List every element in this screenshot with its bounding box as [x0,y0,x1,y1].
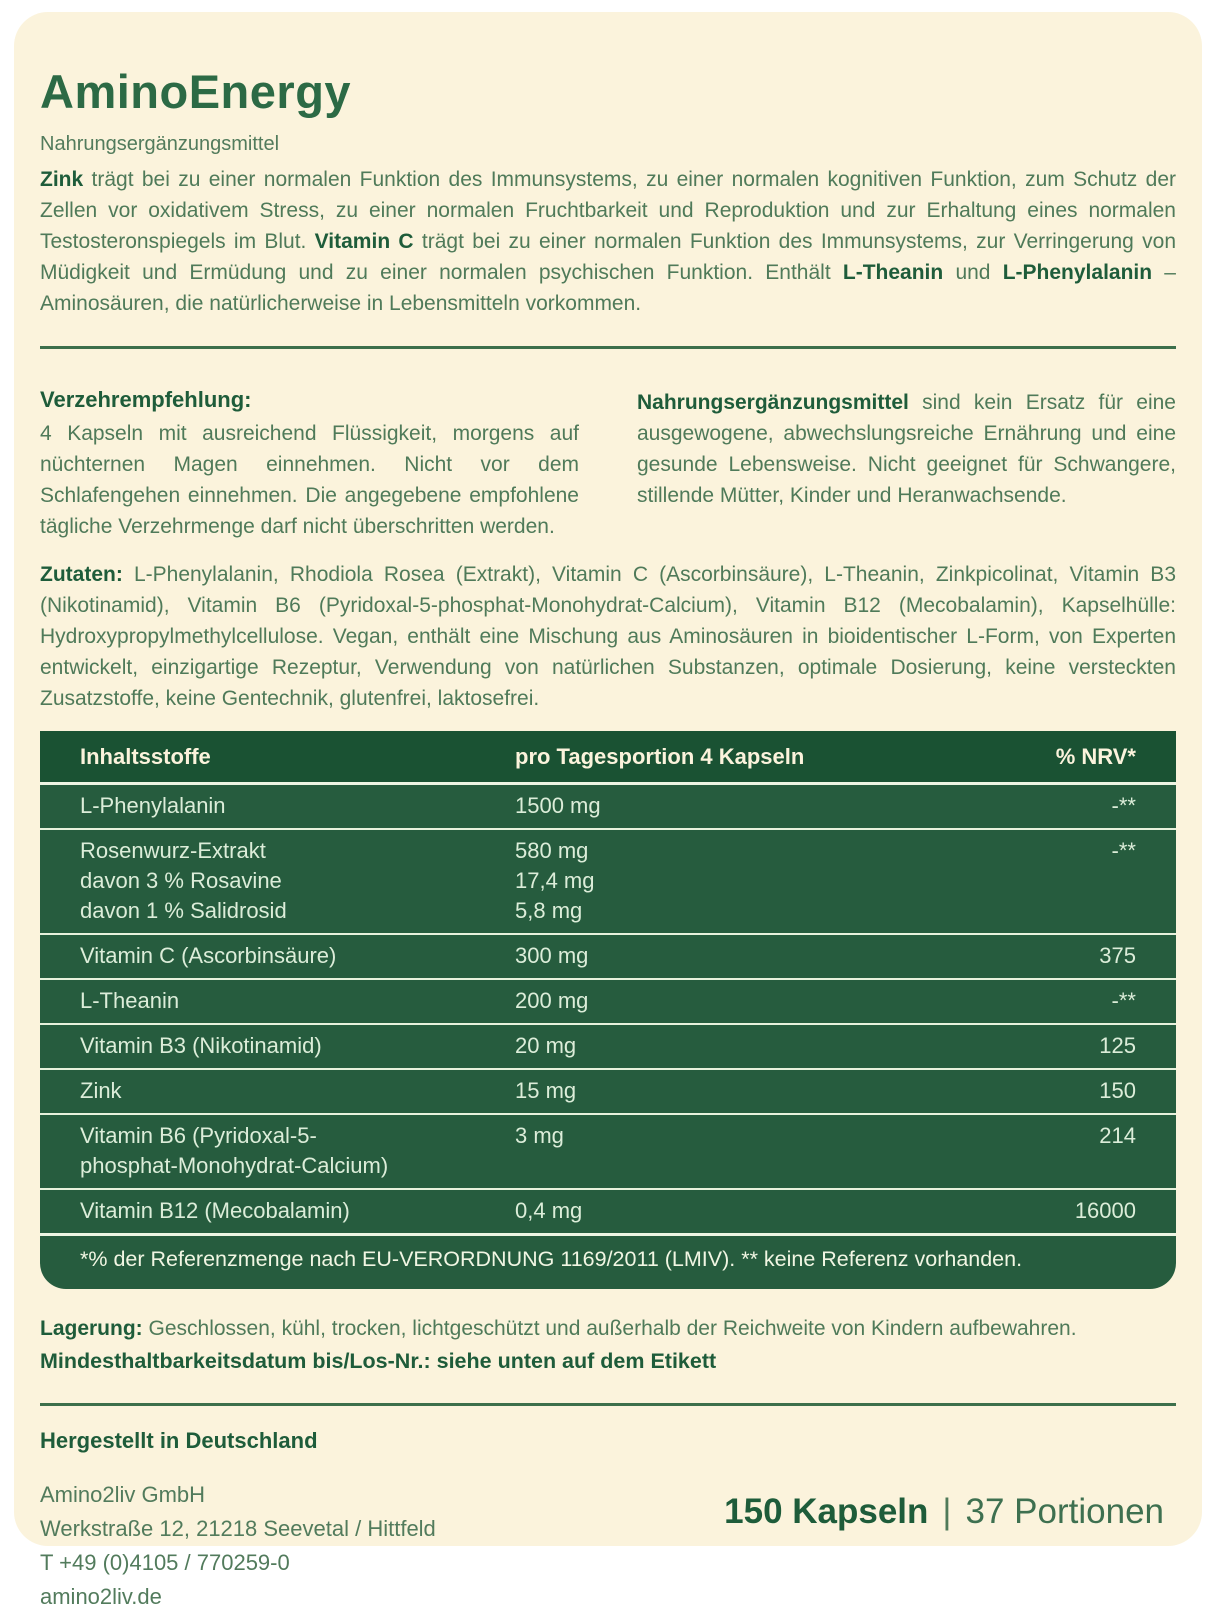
label-card [14,12,1202,1609]
dosage-column [40,387,579,542]
manufacturer-company: Amino2liv GmbH [40,1482,206,1507]
cell-nrv: 16000 [1074,1198,1136,1223]
ingredients-paragraph: Zutaten: L-Phenylalanin, Rhodiola Rosea (Extrakt), Vitamin C (Ascorbinsäure), L-Theanin, Zinkpicolinat, Vitamin B3 (Nikotinamid), Vitamin B6 (Pyridoxal-5-phosphat-Monohydrat-Calcium), Vitamin B12 (Mecobalamin), Kapselhülle: Hydroxypropylmethylcellulose. Vegan, enthält eine Mischung aus Aminosäuren in bioidentischer L-Form, von Experten entwickelt, einzigartige Rezeptur, Verwendung von natürlichen Substanzen, optimale Dosierung, keine versteckten Zusatzstoffe, keine Gentechnik, glutenfrei, laktosefrei. [40,563,1176,710]
cell-amount: 20 mg [515,1033,577,1058]
nutrition-table [40,731,1176,1289]
dosage-text: 4 Kapseln mit ausreichend Flüssigkeit, morgens auf nüchternen Magen einnehmen. Nicht vor dem Schlafengehen einnehmen. Die angegebene empfohlene tägliche Verzehrmenge darf nicht überschritten werden. [40,422,579,538]
pack-separator: | [942,1492,952,1531]
made-in-heading: Hergestellt in Deutschland [40,1428,318,1453]
cell-substance: Vitamin B3 (Nikotinamid) [80,1033,322,1058]
nutrition-table-footnote: *% der Referenzmenge nach EU-VERORDNUNG 1169/2011 (LMIV). ** keine Referenz vorhanden. [80,1247,1023,1271]
product-subtitle: Nahrungsergänzungsmittel [40,133,280,155]
cell-substance: Zink [80,1078,122,1103]
table-row [40,830,1176,935]
cell-amount: 3 mg [515,1123,564,1148]
cell-nrv: -** [1111,793,1136,818]
header-nrv: % NRV* [1055,744,1136,769]
table-row [40,785,1176,830]
cell-substance: L-Phenylalanin [80,793,226,818]
divider-top [40,346,1176,349]
nutrition-table-header [40,731,1176,785]
cell-amount: 15 mg [515,1078,577,1103]
header-amount: pro Tagesportion 4 Kapseln [515,744,805,769]
cell-substance: L-Theanin [80,988,180,1013]
manufacturer-website: amino2liv.de [40,1584,162,1609]
cell-nrv: 150 [1099,1078,1136,1103]
shelf-life-text: Mindesthaltbarkeitsdatum bis/Los-Nr.: siehe unten auf dem Etikett [40,1349,717,1373]
portion-count: 37 Portionen [965,1492,1164,1531]
capsule-count: 150 Kapseln [724,1492,929,1531]
cell-nrv: -** [1111,988,1136,1013]
divider-bottom [40,1403,1176,1406]
cell-amount: 580 mg 17,4 mg 5,8 mg [515,838,595,923]
cell-nrv: -** [1111,838,1136,863]
cell-amount: 200 mg [515,988,589,1013]
disclaimer-column [637,387,1176,542]
cell-nrv: 375 [1099,943,1136,968]
cell-nrv: 214 [1099,1123,1136,1148]
table-row [40,980,1176,1025]
table-row [40,1190,1176,1236]
cell-substance: Rosenwurz-Extrakt davon 3 % Rosavine davon 1 % Salidrosid [80,838,287,923]
info-columns [40,387,1176,542]
intro-paragraph: Zink trägt bei zu einer normalen Funktion des Immunsystems, zu einer normalen kognitiven Funktion, zum Schutz der Zellen vor oxidativem Stress, zu einer normalen Fruchtbarkeit und Reproduktion und zur Erhaltung eines normalen Testosteronspiegels im Blut. Vitamin C trägt bei zu einer normalen Funktion des Immunsystems, zur Verringerung von Müdigkeit und Ermüdung und zu einer normalen psychischen Funktion. Enthält L-Theanin und L-Phenylalanin – Aminosäuren, die natürlicherweise in Lebensmitteln vorkommen. [40,168,1176,315]
pack-info [724,1492,1164,1532]
table-row [40,1025,1176,1070]
cell-amount: 1500 mg [515,793,601,818]
table-row [40,1115,1176,1190]
header-substance: Inhaltsstoffe [80,744,211,769]
cell-substance: Vitamin B12 (Mecobalamin) [80,1198,350,1223]
table-row [40,935,1176,980]
cell-substance: Vitamin C (Ascorbinsäure) [80,943,337,968]
manufacturer-phone: T +49 (0)4105 / 770259-0 [40,1550,290,1575]
cell-substance: Vitamin B6 (Pyridoxal-5- phosphat-Monohydrat-Calcium) [80,1123,389,1178]
product-title: AminoEnergy [40,65,352,118]
dosage-heading: Verzehrempfehlung: [40,387,252,412]
cell-amount: 300 mg [515,943,589,968]
manufacturer-address: Werkstraße 12, 21218 Seevetal / Hittfeld [40,1516,436,1541]
cell-nrv: 125 [1099,1033,1136,1058]
storage-paragraph: Lagerung: Geschlossen, kühl, trocken, lichtgeschützt und außerhalb der Reichweite von Kindern aufbewahren. [40,1317,1077,1340]
nutrition-table-body [40,785,1176,1236]
disclaimer-text: Nahrungsergänzungsmittel sind kein Ersatz für eine ausgewogene, abwechslungsreiche Ernährung und eine gesunde Lebensweise. Nicht geeignet für Schwangere, stillende Mütter, Kinder und Heranwachsende. [637,391,1176,507]
table-row [40,1070,1176,1115]
cell-amount: 0,4 mg [515,1198,583,1223]
